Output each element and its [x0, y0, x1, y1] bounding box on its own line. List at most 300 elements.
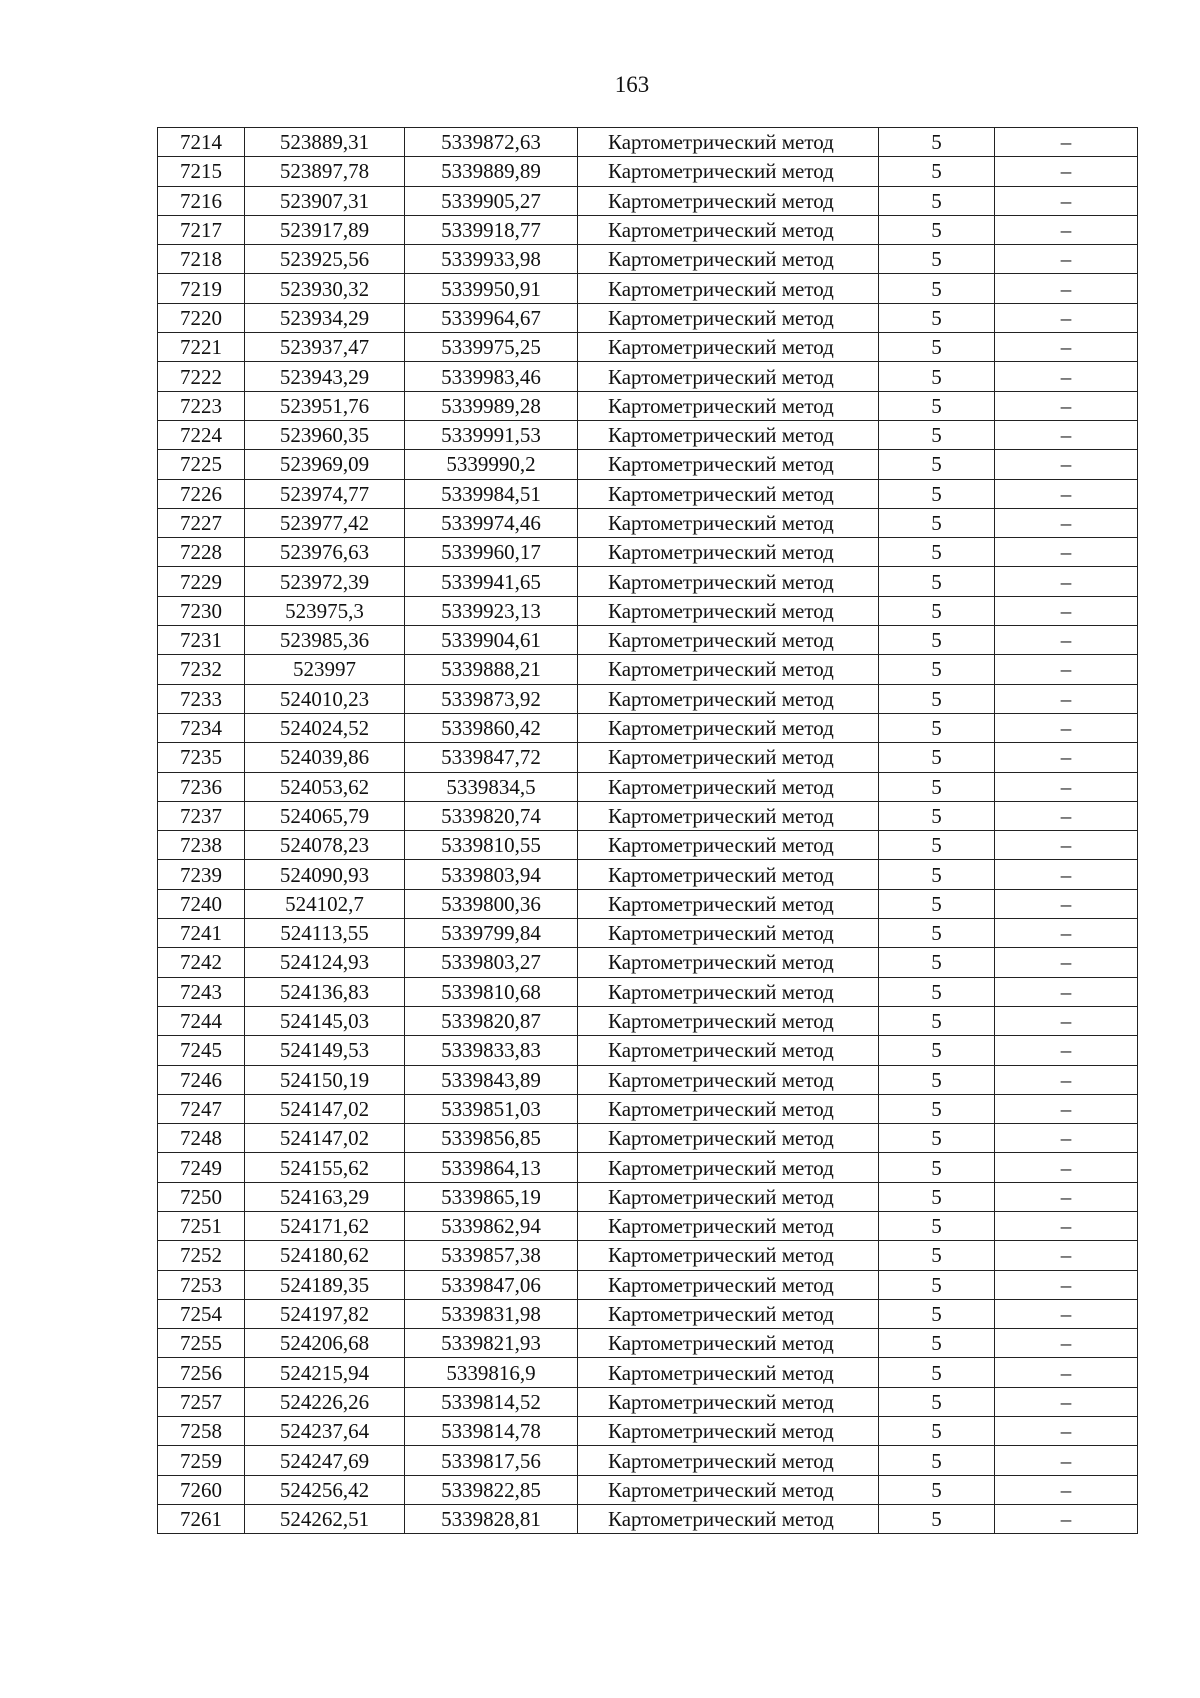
y-coordinate-cell: 5339831,98 — [405, 1299, 578, 1328]
point-number-cell: 7261 — [158, 1504, 245, 1533]
method-cell: Картометрический метод — [578, 245, 879, 274]
note-cell: – — [995, 333, 1138, 362]
table-row — [158, 1006, 1138, 1035]
y-coordinate-cell: 5339960,17 — [405, 538, 578, 567]
x-coordinate-cell: 523925,56 — [245, 245, 405, 274]
accuracy-cell: 5 — [879, 1387, 995, 1416]
point-number-cell: 7240 — [158, 889, 245, 918]
table-row — [158, 1153, 1138, 1182]
method-cell: Картометрический метод — [578, 479, 879, 508]
accuracy-cell: 5 — [879, 450, 995, 479]
x-coordinate-cell: 524197,82 — [245, 1299, 405, 1328]
y-coordinate-cell: 5339983,46 — [405, 362, 578, 391]
method-cell: Картометрический метод — [578, 538, 879, 567]
table-row — [158, 1329, 1138, 1358]
table-row — [158, 1446, 1138, 1475]
point-number-cell: 7238 — [158, 831, 245, 860]
note-cell: – — [995, 801, 1138, 830]
table-row — [158, 274, 1138, 303]
note-cell: – — [995, 1504, 1138, 1533]
table-row — [158, 1241, 1138, 1270]
method-cell: Картометрический метод — [578, 772, 879, 801]
y-coordinate-cell: 5339862,94 — [405, 1211, 578, 1240]
y-coordinate-cell: 5339873,92 — [405, 684, 578, 713]
accuracy-cell: 5 — [879, 655, 995, 684]
note-cell: – — [995, 362, 1138, 391]
note-cell: – — [995, 128, 1138, 157]
point-number-cell: 7215 — [158, 157, 245, 186]
note-cell: – — [995, 450, 1138, 479]
accuracy-cell: 5 — [879, 977, 995, 1006]
note-cell: – — [995, 274, 1138, 303]
y-coordinate-cell: 5339964,67 — [405, 303, 578, 332]
table-row — [158, 626, 1138, 655]
accuracy-cell: 5 — [879, 772, 995, 801]
table-row — [158, 479, 1138, 508]
method-cell: Картометрический метод — [578, 1387, 879, 1416]
table-row — [158, 1475, 1138, 1504]
point-number-cell: 7214 — [158, 128, 245, 157]
method-cell: Картометрический метод — [578, 1417, 879, 1446]
point-number-cell: 7259 — [158, 1446, 245, 1475]
table-row — [158, 1270, 1138, 1299]
point-number-cell: 7258 — [158, 1417, 245, 1446]
point-number-cell: 7227 — [158, 508, 245, 537]
y-coordinate-cell: 5339950,91 — [405, 274, 578, 303]
note-cell: – — [995, 1241, 1138, 1270]
y-coordinate-cell: 5339820,74 — [405, 801, 578, 830]
point-number-cell: 7223 — [158, 391, 245, 420]
accuracy-cell: 5 — [879, 889, 995, 918]
point-number-cell: 7230 — [158, 596, 245, 625]
accuracy-cell: 5 — [879, 303, 995, 332]
point-number-cell: 7218 — [158, 245, 245, 274]
y-coordinate-cell: 5339990,2 — [405, 450, 578, 479]
accuracy-cell: 5 — [879, 743, 995, 772]
note-cell: – — [995, 391, 1138, 420]
y-coordinate-cell: 5339847,06 — [405, 1270, 578, 1299]
method-cell: Картометрический метод — [578, 157, 879, 186]
y-coordinate-cell: 5339803,27 — [405, 948, 578, 977]
coordinates-table — [157, 127, 1138, 1534]
x-coordinate-cell: 524147,02 — [245, 1124, 405, 1153]
note-cell: – — [995, 919, 1138, 948]
y-coordinate-cell: 5339857,38 — [405, 1241, 578, 1270]
y-coordinate-cell: 5339803,94 — [405, 860, 578, 889]
x-coordinate-cell: 523943,29 — [245, 362, 405, 391]
accuracy-cell: 5 — [879, 713, 995, 742]
accuracy-cell: 5 — [879, 1153, 995, 1182]
accuracy-cell: 5 — [879, 626, 995, 655]
table-row — [158, 1124, 1138, 1153]
method-cell: Картометрический метод — [578, 420, 879, 449]
note-cell: – — [995, 1299, 1138, 1328]
x-coordinate-cell: 524171,62 — [245, 1211, 405, 1240]
accuracy-cell: 5 — [879, 801, 995, 830]
accuracy-cell: 5 — [879, 831, 995, 860]
method-cell: Картометрический метод — [578, 948, 879, 977]
table-row — [158, 362, 1138, 391]
accuracy-cell: 5 — [879, 479, 995, 508]
method-cell: Картометрический метод — [578, 1504, 879, 1533]
accuracy-cell: 5 — [879, 684, 995, 713]
method-cell: Картометрический метод — [578, 128, 879, 157]
note-cell: – — [995, 1387, 1138, 1416]
accuracy-cell: 5 — [879, 567, 995, 596]
point-number-cell: 7256 — [158, 1358, 245, 1387]
y-coordinate-cell: 5339872,63 — [405, 128, 578, 157]
note-cell: – — [995, 1065, 1138, 1094]
table-row — [158, 1036, 1138, 1065]
y-coordinate-cell: 5339905,27 — [405, 186, 578, 215]
accuracy-cell: 5 — [879, 919, 995, 948]
point-number-cell: 7248 — [158, 1124, 245, 1153]
table-row — [158, 772, 1138, 801]
x-coordinate-cell: 524078,23 — [245, 831, 405, 860]
point-number-cell: 7244 — [158, 1006, 245, 1035]
point-number-cell: 7232 — [158, 655, 245, 684]
point-number-cell: 7243 — [158, 977, 245, 1006]
table-row — [158, 128, 1138, 157]
x-coordinate-cell: 524262,51 — [245, 1504, 405, 1533]
note-cell: – — [995, 772, 1138, 801]
point-number-cell: 7253 — [158, 1270, 245, 1299]
y-coordinate-cell: 5339941,65 — [405, 567, 578, 596]
table-row — [158, 1094, 1138, 1123]
y-coordinate-cell: 5339904,61 — [405, 626, 578, 655]
method-cell: Картометрический метод — [578, 831, 879, 860]
note-cell: – — [995, 860, 1138, 889]
method-cell: Картометрический метод — [578, 1299, 879, 1328]
point-number-cell: 7216 — [158, 186, 245, 215]
note-cell: – — [995, 245, 1138, 274]
table-row — [158, 1504, 1138, 1533]
method-cell: Картометрический метод — [578, 596, 879, 625]
y-coordinate-cell: 5339889,89 — [405, 157, 578, 186]
y-coordinate-cell: 5339864,13 — [405, 1153, 578, 1182]
accuracy-cell: 5 — [879, 245, 995, 274]
x-coordinate-cell: 524065,79 — [245, 801, 405, 830]
x-coordinate-cell: 523969,09 — [245, 450, 405, 479]
point-number-cell: 7226 — [158, 479, 245, 508]
note-cell: – — [995, 1094, 1138, 1123]
accuracy-cell: 5 — [879, 1241, 995, 1270]
x-coordinate-cell: 523897,78 — [245, 157, 405, 186]
note-cell: – — [995, 1036, 1138, 1065]
method-cell: Картометрический метод — [578, 274, 879, 303]
table-row — [158, 1211, 1138, 1240]
method-cell: Картометрический метод — [578, 1241, 879, 1270]
accuracy-cell: 5 — [879, 860, 995, 889]
method-cell: Картометрический метод — [578, 889, 879, 918]
y-coordinate-cell: 5339923,13 — [405, 596, 578, 625]
table-row — [158, 919, 1138, 948]
point-number-cell: 7239 — [158, 860, 245, 889]
point-number-cell: 7257 — [158, 1387, 245, 1416]
table-row — [158, 684, 1138, 713]
table-row — [158, 596, 1138, 625]
x-coordinate-cell: 523951,76 — [245, 391, 405, 420]
note-cell: – — [995, 1417, 1138, 1446]
note-cell: – — [995, 831, 1138, 860]
note-cell: – — [995, 1446, 1138, 1475]
x-coordinate-cell: 524237,64 — [245, 1417, 405, 1446]
note-cell: – — [995, 626, 1138, 655]
note-cell: – — [995, 684, 1138, 713]
method-cell: Картометрический метод — [578, 1036, 879, 1065]
accuracy-cell: 5 — [879, 186, 995, 215]
y-coordinate-cell: 5339851,03 — [405, 1094, 578, 1123]
note-cell: – — [995, 215, 1138, 244]
method-cell: Картометрический метод — [578, 1329, 879, 1358]
note-cell: – — [995, 303, 1138, 332]
y-coordinate-cell: 5339800,36 — [405, 889, 578, 918]
x-coordinate-cell: 523972,39 — [245, 567, 405, 596]
table-row — [158, 1387, 1138, 1416]
note-cell: – — [995, 1475, 1138, 1504]
x-coordinate-cell: 523930,32 — [245, 274, 405, 303]
point-number-cell: 7247 — [158, 1094, 245, 1123]
table-row — [158, 889, 1138, 918]
note-cell: – — [995, 157, 1138, 186]
note-cell: – — [995, 1329, 1138, 1358]
accuracy-cell: 5 — [879, 948, 995, 977]
x-coordinate-cell: 524102,7 — [245, 889, 405, 918]
method-cell: Картометрический метод — [578, 1153, 879, 1182]
method-cell: Картометрический метод — [578, 362, 879, 391]
point-number-cell: 7251 — [158, 1211, 245, 1240]
y-coordinate-cell: 5339816,9 — [405, 1358, 578, 1387]
x-coordinate-cell: 523985,36 — [245, 626, 405, 655]
x-coordinate-cell: 524226,26 — [245, 1387, 405, 1416]
table-row — [158, 508, 1138, 537]
accuracy-cell: 5 — [879, 333, 995, 362]
x-coordinate-cell: 524247,69 — [245, 1446, 405, 1475]
point-number-cell: 7236 — [158, 772, 245, 801]
point-number-cell: 7234 — [158, 713, 245, 742]
y-coordinate-cell: 5339814,78 — [405, 1417, 578, 1446]
note-cell: – — [995, 655, 1138, 684]
note-cell: – — [995, 479, 1138, 508]
y-coordinate-cell: 5339933,98 — [405, 245, 578, 274]
accuracy-cell: 5 — [879, 1504, 995, 1533]
note-cell: – — [995, 977, 1138, 1006]
y-coordinate-cell: 5339860,42 — [405, 713, 578, 742]
y-coordinate-cell: 5339888,21 — [405, 655, 578, 684]
note-cell: – — [995, 1153, 1138, 1182]
x-coordinate-cell: 524180,62 — [245, 1241, 405, 1270]
accuracy-cell: 5 — [879, 420, 995, 449]
note-cell: – — [995, 596, 1138, 625]
accuracy-cell: 5 — [879, 391, 995, 420]
x-coordinate-cell: 523907,31 — [245, 186, 405, 215]
accuracy-cell: 5 — [879, 1329, 995, 1358]
method-cell: Картометрический метод — [578, 1006, 879, 1035]
note-cell: – — [995, 1270, 1138, 1299]
method-cell: Картометрический метод — [578, 567, 879, 596]
y-coordinate-cell: 5339814,52 — [405, 1387, 578, 1416]
point-number-cell: 7225 — [158, 450, 245, 479]
y-coordinate-cell: 5339975,25 — [405, 333, 578, 362]
point-number-cell: 7260 — [158, 1475, 245, 1504]
x-coordinate-cell: 524145,03 — [245, 1006, 405, 1035]
point-number-cell: 7217 — [158, 215, 245, 244]
y-coordinate-cell: 5339984,51 — [405, 479, 578, 508]
table-row — [158, 1065, 1138, 1094]
y-coordinate-cell: 5339843,89 — [405, 1065, 578, 1094]
accuracy-cell: 5 — [879, 1211, 995, 1240]
accuracy-cell: 5 — [879, 1417, 995, 1446]
accuracy-cell: 5 — [879, 1270, 995, 1299]
point-number-cell: 7242 — [158, 948, 245, 977]
point-number-cell: 7252 — [158, 1241, 245, 1270]
method-cell: Картометрический метод — [578, 450, 879, 479]
point-number-cell: 7229 — [158, 567, 245, 596]
point-number-cell: 7245 — [158, 1036, 245, 1065]
y-coordinate-cell: 5339810,55 — [405, 831, 578, 860]
y-coordinate-cell: 5339856,85 — [405, 1124, 578, 1153]
note-cell: – — [995, 948, 1138, 977]
x-coordinate-cell: 524136,83 — [245, 977, 405, 1006]
method-cell: Картометрический метод — [578, 1211, 879, 1240]
note-cell: – — [995, 1006, 1138, 1035]
point-number-cell: 7250 — [158, 1182, 245, 1211]
method-cell: Картометрический метод — [578, 1124, 879, 1153]
x-coordinate-cell: 524090,93 — [245, 860, 405, 889]
table-row — [158, 1299, 1138, 1328]
point-number-cell: 7237 — [158, 801, 245, 830]
accuracy-cell: 5 — [879, 1094, 995, 1123]
accuracy-cell: 5 — [879, 1006, 995, 1035]
y-coordinate-cell: 5339822,85 — [405, 1475, 578, 1504]
point-number-cell: 7220 — [158, 303, 245, 332]
method-cell: Картометрический метод — [578, 508, 879, 537]
method-cell: Картометрический метод — [578, 1065, 879, 1094]
point-number-cell: 7241 — [158, 919, 245, 948]
x-coordinate-cell: 524149,53 — [245, 1036, 405, 1065]
x-coordinate-cell: 523997 — [245, 655, 405, 684]
coordinates-table-body — [158, 128, 1138, 1534]
x-coordinate-cell: 523974,77 — [245, 479, 405, 508]
method-cell: Картометрический метод — [578, 1358, 879, 1387]
note-cell: – — [995, 743, 1138, 772]
table-row — [158, 831, 1138, 860]
point-number-cell: 7221 — [158, 333, 245, 362]
point-number-cell: 7219 — [158, 274, 245, 303]
x-coordinate-cell: 523934,29 — [245, 303, 405, 332]
method-cell: Картометрический метод — [578, 215, 879, 244]
table-row — [158, 215, 1138, 244]
note-cell: – — [995, 567, 1138, 596]
table-row — [158, 801, 1138, 830]
y-coordinate-cell: 5339989,28 — [405, 391, 578, 420]
accuracy-cell: 5 — [879, 1299, 995, 1328]
note-cell: – — [995, 1124, 1138, 1153]
method-cell: Картометрический метод — [578, 801, 879, 830]
x-coordinate-cell: 524053,62 — [245, 772, 405, 801]
x-coordinate-cell: 523889,31 — [245, 128, 405, 157]
table-row — [158, 948, 1138, 977]
table-row — [158, 333, 1138, 362]
y-coordinate-cell: 5339918,77 — [405, 215, 578, 244]
note-cell: – — [995, 713, 1138, 742]
y-coordinate-cell: 5339974,46 — [405, 508, 578, 537]
x-coordinate-cell: 524010,23 — [245, 684, 405, 713]
method-cell: Картометрический метод — [578, 655, 879, 684]
table-row — [158, 1417, 1138, 1446]
x-coordinate-cell: 524163,29 — [245, 1182, 405, 1211]
x-coordinate-cell: 524150,19 — [245, 1065, 405, 1094]
note-cell: – — [995, 508, 1138, 537]
note-cell: – — [995, 186, 1138, 215]
x-coordinate-cell: 524215,94 — [245, 1358, 405, 1387]
x-coordinate-cell: 523977,42 — [245, 508, 405, 537]
method-cell: Картометрический метод — [578, 1475, 879, 1504]
accuracy-cell: 5 — [879, 157, 995, 186]
x-coordinate-cell: 523937,47 — [245, 333, 405, 362]
accuracy-cell: 5 — [879, 1446, 995, 1475]
table-row — [158, 391, 1138, 420]
point-number-cell: 7231 — [158, 626, 245, 655]
method-cell: Картометрический метод — [578, 743, 879, 772]
table-row — [158, 157, 1138, 186]
x-coordinate-cell: 524147,02 — [245, 1094, 405, 1123]
x-coordinate-cell: 524256,42 — [245, 1475, 405, 1504]
x-coordinate-cell: 523975,3 — [245, 596, 405, 625]
point-number-cell: 7249 — [158, 1153, 245, 1182]
table-row — [158, 977, 1138, 1006]
accuracy-cell: 5 — [879, 538, 995, 567]
accuracy-cell: 5 — [879, 1065, 995, 1094]
y-coordinate-cell: 5339833,83 — [405, 1036, 578, 1065]
x-coordinate-cell: 524124,93 — [245, 948, 405, 977]
accuracy-cell: 5 — [879, 596, 995, 625]
accuracy-cell: 5 — [879, 128, 995, 157]
point-number-cell: 7224 — [158, 420, 245, 449]
method-cell: Картометрический метод — [578, 713, 879, 742]
y-coordinate-cell: 5339847,72 — [405, 743, 578, 772]
y-coordinate-cell: 5339834,5 — [405, 772, 578, 801]
point-number-cell: 7255 — [158, 1329, 245, 1358]
table-row — [158, 245, 1138, 274]
table-row — [158, 538, 1138, 567]
note-cell: – — [995, 1358, 1138, 1387]
method-cell: Картометрический метод — [578, 977, 879, 1006]
y-coordinate-cell: 5339828,81 — [405, 1504, 578, 1533]
method-cell: Картометрический метод — [578, 626, 879, 655]
table-row — [158, 420, 1138, 449]
accuracy-cell: 5 — [879, 1182, 995, 1211]
method-cell: Картометрический метод — [578, 684, 879, 713]
y-coordinate-cell: 5339799,84 — [405, 919, 578, 948]
accuracy-cell: 5 — [879, 508, 995, 537]
point-number-cell: 7233 — [158, 684, 245, 713]
accuracy-cell: 5 — [879, 274, 995, 303]
note-cell: – — [995, 1182, 1138, 1211]
x-coordinate-cell: 524189,35 — [245, 1270, 405, 1299]
table-row — [158, 567, 1138, 596]
table-row — [158, 743, 1138, 772]
point-number-cell: 7228 — [158, 538, 245, 567]
table-row — [158, 450, 1138, 479]
y-coordinate-cell: 5339991,53 — [405, 420, 578, 449]
method-cell: Картометрический метод — [578, 1446, 879, 1475]
table-row — [158, 1358, 1138, 1387]
method-cell: Картометрический метод — [578, 919, 879, 948]
x-coordinate-cell: 524039,86 — [245, 743, 405, 772]
method-cell: Картометрический метод — [578, 860, 879, 889]
table-row — [158, 655, 1138, 684]
